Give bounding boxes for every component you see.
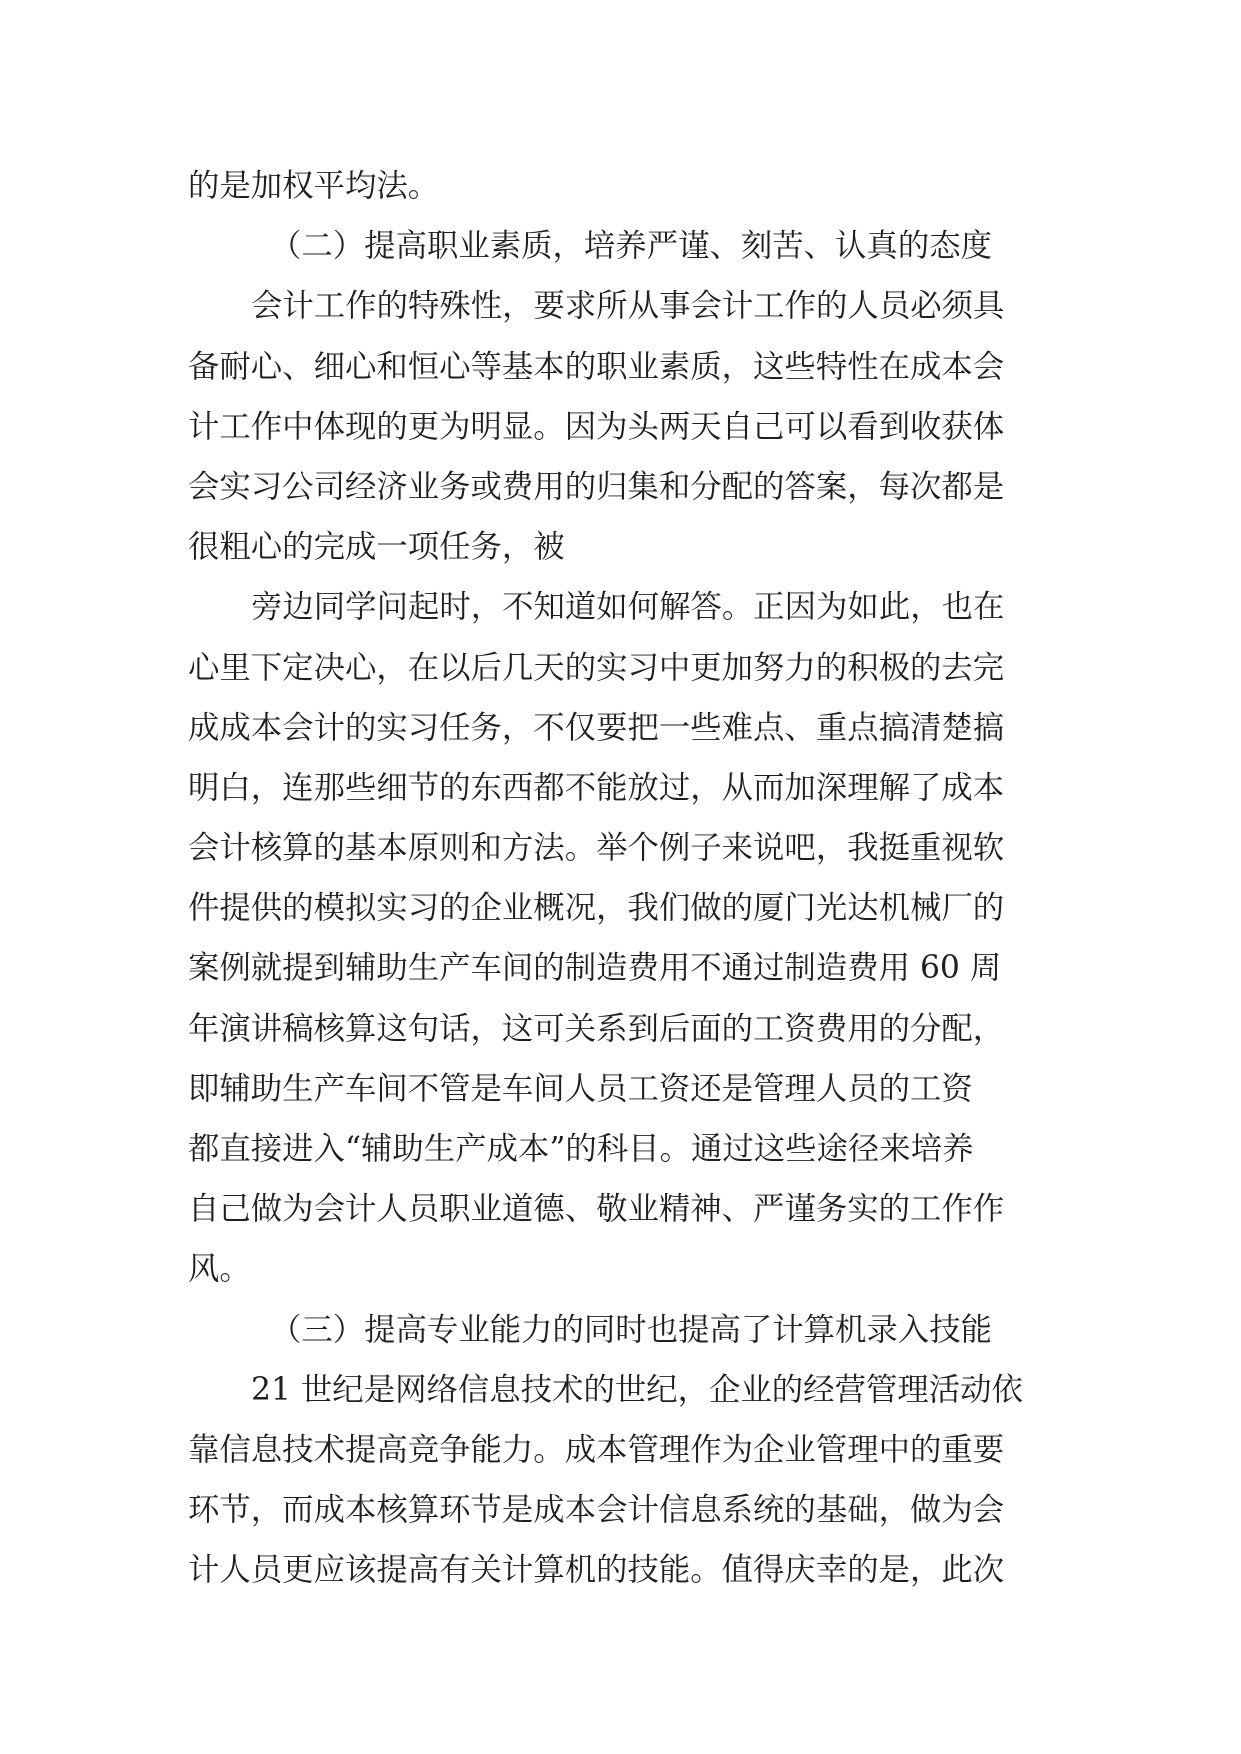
text-line: 备耐心、细心和恒心等基本的职业素质，这些特性在成本会: [188, 348, 1005, 385]
text-line: 21 世纪是网络信息技术的世纪，企业的经营管理活动依: [251, 1371, 1023, 1408]
text-line: 心里下定决心，在以后几天的实习中更加努力的积极的去完: [188, 649, 1005, 686]
text-line: 靠信息技术提高竞争能力。成本管理作为企业管理中的重要: [188, 1431, 1005, 1468]
text-line: 件提供的模拟实习的企业概况，我们做的厦门光达机械厂的: [188, 890, 1005, 927]
text-line: 案例就提到辅助生产车间的制造费用不通过制造费用 60 周: [188, 950, 1002, 987]
text-line: 很粗心的完成一项任务，被: [188, 529, 565, 566]
text-line: 会实习公司经济业务或费用的归集和分配的答案，每次都是: [188, 468, 1005, 505]
text-line: 旁边同学问起时，不知道如何解答。正因为如此，也在: [251, 589, 1005, 626]
text-line: 环节，而成本核算环节是成本会计信息系统的基础，做为会: [188, 1492, 1005, 1529]
text-line: 计工作中体现的更为明显。因为头两天自己可以看到收获体: [188, 408, 1005, 445]
text-line: 都直接进入“辅助生产成本”的科目。通过这些途径来培养: [188, 1131, 974, 1167]
text-line: 年演讲稿核算这句话，这可关系到后面的工资费用的分配，: [188, 1010, 1005, 1047]
text-line: 风。: [188, 1251, 251, 1288]
section-heading: （二）提高职业素质，培养严谨、刻苦、认真的态度: [270, 228, 992, 265]
section-heading: （三）提高专业能力的同时也提高了计算机录入技能: [270, 1311, 992, 1348]
text-line: 的是加权平均法。: [188, 168, 440, 204]
text-line: 计人员更应该提高有关计算机的技能。值得庆幸的是，此次: [188, 1552, 1005, 1589]
text-line: 会计工作的特殊性，要求所从事会计工作的人员必须具: [251, 288, 1005, 325]
text-line: 成成本会计的实习任务，不仅要把一些难点、重点搞清楚搞: [188, 709, 1005, 746]
text-line: 即辅助生产车间不管是车间人员工资还是管理人员的工资: [188, 1070, 973, 1107]
text-line: 会计核算的基本原则和方法。举个例子来说吧，我挺重视软: [188, 830, 1005, 867]
body-text: [188, 156, 1058, 1601]
text-line: 自己做为会计人员职业道德、敬业精神、严谨务实的工作作: [188, 1191, 1005, 1228]
text-line: 明白，连那些细节的东西都不能放过，从而加深理解了成本: [188, 769, 1005, 806]
